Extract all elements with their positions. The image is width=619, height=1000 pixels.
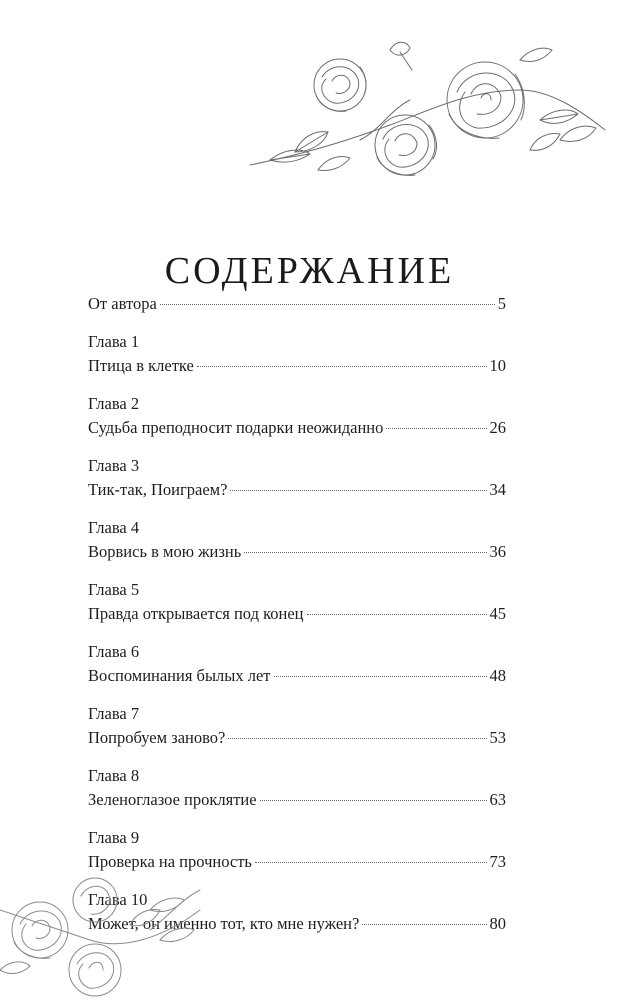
chapter-label: Глава 3	[88, 456, 140, 475]
entry-title: Попробуем заново?	[88, 728, 226, 747]
chapter-label: Глава 1	[88, 332, 140, 351]
entry-title: От автора	[88, 294, 157, 313]
dot-leader	[255, 862, 487, 863]
page-number: 80	[489, 914, 506, 933]
toc-row	[88, 602, 506, 626]
page-title: СОДЕРЖАНИЕ	[164, 250, 455, 293]
dot-leader	[386, 428, 486, 429]
toc-row	[88, 726, 506, 750]
dot-leader	[307, 614, 487, 615]
toc-entry[interactable]	[88, 392, 506, 440]
chapter-label: Глава 4	[88, 518, 140, 537]
page-number: 45	[489, 604, 506, 623]
entry-title: Ворвись в мою жизнь	[88, 542, 242, 561]
dot-leader	[274, 676, 487, 677]
rose-ornament-bottom-icon	[0, 870, 210, 1000]
chapter-label: Глава 2	[88, 394, 140, 413]
entry-title: Судьба преподносит подарки неожиданно	[88, 418, 384, 437]
toc-entry[interactable]	[88, 764, 506, 812]
toc-row	[88, 788, 506, 812]
page-number: 5	[497, 294, 506, 313]
toc-row	[88, 354, 506, 378]
toc-entry[interactable]	[88, 640, 506, 688]
page-number: 48	[489, 666, 506, 685]
toc-row	[88, 540, 506, 564]
dot-leader	[160, 304, 495, 305]
entry-title: Проверка на прочность	[88, 852, 252, 871]
table-of-contents	[88, 292, 506, 950]
toc-entry[interactable]	[88, 454, 506, 502]
dot-leader	[362, 924, 486, 925]
entry-title: Может, он именно тот, кто мне нужен?	[88, 914, 360, 933]
rose-ornament-top-icon	[240, 30, 610, 190]
entry-title: Птица в клетке	[88, 356, 194, 375]
toc-entry[interactable]	[88, 578, 506, 626]
entry-title: Правда открывается под конец	[88, 604, 304, 623]
entry-title: Зеленоглазое проклятие	[88, 790, 257, 809]
toc-row	[88, 416, 506, 440]
toc-entry[interactable]	[88, 292, 506, 316]
toc-entry[interactable]	[88, 330, 506, 378]
page-number: 53	[489, 728, 506, 747]
page-number: 73	[489, 852, 506, 871]
dot-leader	[197, 366, 487, 367]
dot-leader	[230, 490, 486, 491]
page-number: 10	[489, 356, 506, 375]
toc-entry[interactable]	[88, 826, 506, 874]
chapter-label: Глава 5	[88, 580, 140, 599]
entry-title: Тик-так, Поиграем?	[88, 480, 228, 499]
page-number: 26	[489, 418, 506, 437]
toc-row	[88, 478, 506, 502]
entry-title: Воспоминания былых лет	[88, 666, 271, 685]
page-number: 36	[489, 542, 506, 561]
chapter-label: Глава 10	[88, 890, 148, 909]
toc-row	[88, 292, 506, 316]
toc-row	[88, 664, 506, 688]
dot-leader	[228, 738, 486, 739]
chapter-label: Глава 9	[88, 828, 140, 847]
chapter-label: Глава 7	[88, 704, 140, 723]
chapter-label: Глава 6	[88, 642, 140, 661]
chapter-label: Глава 8	[88, 766, 140, 785]
toc-entry[interactable]	[88, 702, 506, 750]
dot-leader	[260, 800, 487, 801]
dot-leader	[244, 552, 486, 553]
page-number: 63	[489, 790, 506, 809]
page-number: 34	[489, 480, 506, 499]
toc-entry[interactable]	[88, 516, 506, 564]
